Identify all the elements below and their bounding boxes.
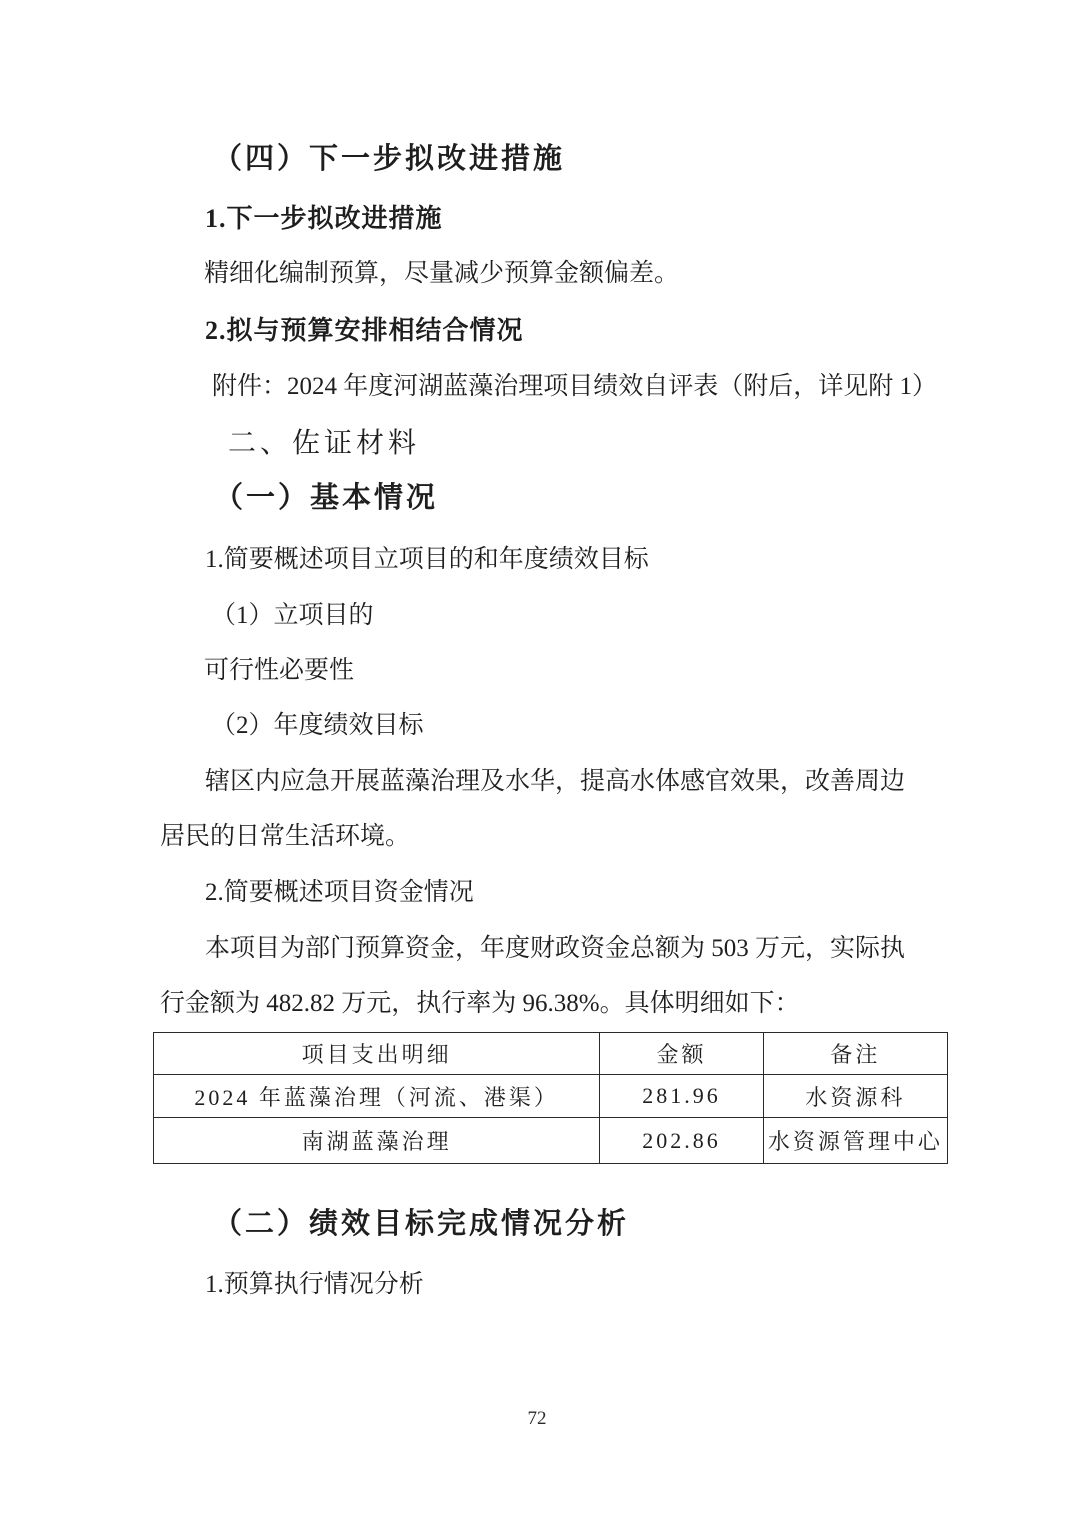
item-project-overview: 1.简要概述项目立项目的和年度绩效目标 [205, 546, 649, 573]
item-annual-performance-target: （2）年度绩效目标 [211, 712, 424, 739]
heading-next-step-measures: （四）下一步拟改进措施 [213, 143, 566, 175]
item-project-purpose: （1）立项目的 [211, 602, 374, 629]
expense-table-header-amount: 金额 [600, 1033, 764, 1075]
attachment-note: 附件：2024 年度河湖蓝藻治理项目绩效自评表（附后，详见附 1） [212, 373, 938, 400]
heading-supporting-materials: 二、佐证材料 [228, 428, 421, 459]
table-row [154, 1118, 948, 1164]
para-target-line2: 居民的日常生活环境。 [160, 823, 411, 850]
expense-table-header-row [154, 1033, 948, 1075]
expense-item-cell: 2024 年蓝藻治理（河流、港渠） [154, 1075, 600, 1118]
para-target-line1: 辖区内应急开展蓝藻治理及水华，提高水体感官效果，改善周边 [205, 768, 906, 795]
expense-note-cell: 水资源管理中心 [763, 1118, 947, 1164]
table-row [154, 1075, 948, 1118]
item-fund-overview: 2.简要概述项目资金情况 [205, 879, 474, 906]
page-number: 72 [527, 1408, 547, 1429]
expense-note-cell: 水资源科 [763, 1075, 947, 1118]
subheading-next-step-measures: 1.下一步拟改进措施 [205, 204, 443, 233]
heading-basic-situation: （一）基本情况 [214, 482, 439, 514]
expense-table-header-note: 备注 [763, 1033, 947, 1075]
item-budget-execution-analysis: 1.预算执行情况分析 [205, 1271, 424, 1298]
subheading-budget-combination: 2.拟与预算安排相结合情况 [205, 316, 524, 345]
para-funds-line2: 行金额为 482.82 万元，执行率为 96.38%。具体明细如下： [160, 990, 800, 1017]
expense-table-header-item: 项目支出明细 [154, 1033, 600, 1075]
expense-table [153, 1032, 948, 1164]
expense-item-cell: 南湖蓝藻治理 [154, 1118, 600, 1164]
para-funds-line1: 本项目为部门预算资金，年度财政资金总额为 503 万元，实际执 [205, 935, 906, 962]
heading-performance-analysis: （二）绩效目标完成情况分析 [213, 1208, 630, 1240]
para-budget-refinement: 精细化编制预算，尽量减少预算金额偏差。 [204, 260, 680, 287]
expense-amount-cell: 202.86 [600, 1118, 764, 1164]
expense-amount-cell: 281.96 [600, 1075, 764, 1118]
line-feasibility-necessity: 可行性必要性 [204, 657, 355, 684]
